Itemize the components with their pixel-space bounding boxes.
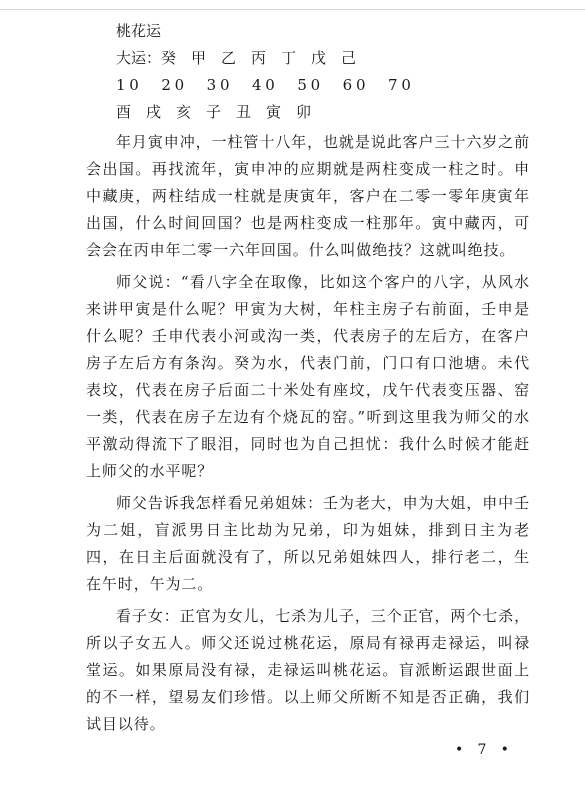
paragraph-3: 师父告诉我怎样看兄弟姐妹：壬为老大，申为大姐，申中壬为二姐，盲派男日主比劫为兄弟，印为姐妹，排到日主为老四，在日主后面就没有了，所以兄弟姐妹四人，排行老二，生在午时，午为二。 — [86, 494, 530, 593]
header-lines — [86, 18, 530, 126]
top-border-line — [0, 9, 585, 10]
section-title: 桃花运 — [116, 22, 162, 40]
branches-line: 酉 戌 亥 子 丑 寅 卯 — [116, 103, 312, 121]
page-number: • 7 • — [455, 742, 514, 758]
dayun-line: 大运：癸 甲 乙 丙 丁 戊 己 — [116, 49, 357, 67]
paragraph-4: 看子女：正官为女儿，七杀为儿子，三个正官，两个七杀，所以子女五人。师父还说过桃花运，原局有禄再走禄运，叫禄堂运。如果原局没有禄，走禄运叫桃花运。盲派断运跟世面上的不一样，望易友们珍惜。以上师父所断不知是否正确，我们试目以待。 — [86, 607, 530, 733]
paragraph-1: 年月寅申冲，一柱管十八年，也就是说此客户三十六岁之前会出国。再找流年，寅申冲的应期就是两柱变成一柱之时。申中藏庚，两柱结成一柱就是庚寅年，客户在二零一零年庚寅年出国，什么时间回国？也是两柱变成一柱那年。寅中藏丙，可会会在丙申年二零一六年回国。什么叫做绝技？这就叫绝技。 — [86, 133, 530, 259]
document-page — [86, 18, 530, 738]
paragraph-2: 师父说：“看八字全在取像，比如这个客户的八字，从风水来讲甲寅是什么呢？甲寅为大树，年柱主房子右前面，壬申是什么呢？壬申代表小河或沟一类，代表房子的左后方，在客户房子左后方有条沟。癸为水，代表门前，门口有口池塘。未代表坟，代表在房子后面二十米处有座坟，戊午代表变压器、窑一类，代表在房子左边有个烧瓦的窑。”听到这里我为师父的水平激动得流下了眼泪，同时也为自己担忧：我什么时候才能赶上师父的水平呢？ — [86, 273, 530, 480]
ages-line: 10 20 30 40 50 60 70 — [116, 76, 415, 94]
